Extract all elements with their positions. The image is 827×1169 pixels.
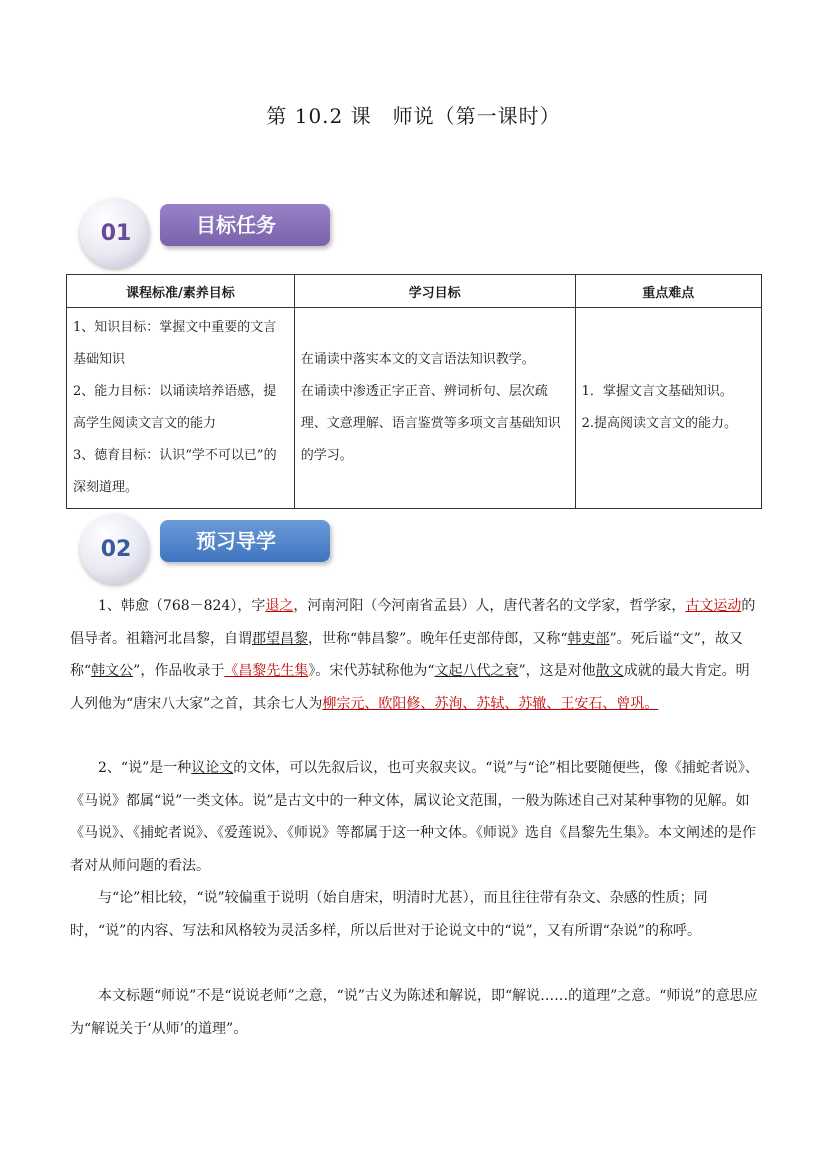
paragraph-title-meaning: 本文标题“师说”不是“说说老师”之意，“说”古义为陈述和解说，即“解说……的道理”之意。“师说”的意思应为“解说关于‘从师’的道理”。 <box>70 988 758 1037</box>
underline-text: 郡望昌黎 <box>252 630 308 647</box>
table-header: 重点难点 <box>575 275 761 308</box>
underline-text: 韩文公 <box>91 663 134 679</box>
table-header: 学习目标 <box>294 275 575 308</box>
highlight-red: 柳宗元、欧阳修、苏洵、苏轼、苏辙、王安石、曾巩。 <box>322 695 659 712</box>
keypoint-item: 1．掌握文言文基础知识。 <box>581 384 733 399</box>
text: 的文体，可以先叙后议，也可夹叙夹议。“说”与“论”相比要随便些，像《捕蛇者说》、《马说》都属“说”一类文体。说”是古文中的一种文体，属议论文范围，一般为陈述自己对某种事物的见解。如《马说》、《捕蛇者说》、《爱莲说》、《师说》等都属于这一种文体。《师说》选自《昌黎先生集》。本文阐述的是作者对从师问题的看法。 <box>70 760 759 874</box>
section-number: 02 <box>100 537 132 562</box>
text: 的倡导者。祖籍河北昌黎，自谓 <box>70 598 756 647</box>
text: 》。宋代苏轼称他为“ <box>308 663 435 679</box>
page-title: 第 10.2 课 师说（第一课时） <box>266 104 561 128</box>
underline-text: 散文 <box>595 663 624 679</box>
text: ”，作品收录于 <box>133 663 225 679</box>
highlight-red: 《昌黎先生集 <box>224 663 309 679</box>
keypoint-item: 2.提高阅读文言文的能力。 <box>581 416 737 431</box>
section-heading: 目标任务 <box>160 204 330 246</box>
highlight-red: 古文运动 <box>685 598 742 614</box>
standard-item: 3、德育目标：认识“学不可以已”的深刻道理。 <box>73 448 277 495</box>
underline-text: 文起八代之衰 <box>434 663 519 679</box>
standard-item: 1、知识目标：掌握文中重要的文言基础知识 <box>73 320 277 367</box>
objective-item: 在诵读中落实本文的文言语法知识教学。 <box>300 352 535 367</box>
highlight-red: 退之 <box>265 598 294 614</box>
text: ，世称“韩昌黎”。晚年任吏部侍郎，又称“ <box>308 630 568 647</box>
objectives-cell <box>294 308 575 509</box>
section-number: 01 <box>100 221 132 246</box>
paragraph-comparison: 与“论”相比较，“说”较偏重于说明（始自唐宋，明清时尤甚），而且往往带有杂文、杂感的性质；同时，“说”的内容、写法和风格较为灵活多样，所以后世对于论说文中的“说”，又有所谓“杂说”的称呼。 <box>70 890 708 939</box>
text: ”。死后谥“文”，故又称“ <box>70 630 743 679</box>
table-header-row <box>67 275 762 308</box>
paragraph-shuo-genre <box>70 752 760 882</box>
text: 1、韩愈（768－824），字 <box>98 598 266 614</box>
text: ”，这是对他 <box>518 663 596 679</box>
objective-item: 在诵读中渗透正字正音、辨词析句、层次疏理、文意理解、语言鉴赏等多项文言基础知识的学习。 <box>300 384 561 463</box>
paragraph-han-yu <box>70 590 760 720</box>
table-row <box>67 308 762 509</box>
underline-text: 议论文 <box>191 760 234 776</box>
keypoints-cell <box>575 308 761 509</box>
underline-text: 韩吏部 <box>567 630 610 647</box>
table-header: 课程标准/素养目标 <box>67 275 295 308</box>
standard-item: 2、能力目标：以诵读培养语感，提高学生阅读文言文的能力 <box>73 384 277 431</box>
text: 成就的最大肯定。明人列他为“唐宋八大家”之首，其余七人为 <box>70 663 750 712</box>
text: 2、“说”是一种 <box>98 760 192 776</box>
goals-table <box>66 274 762 509</box>
section-heading: 预习导学 <box>160 520 330 562</box>
text: ，河南河阳（今河南省孟县）人，唐代著名的文学家，哲学家， <box>293 598 686 614</box>
standards-cell <box>67 308 295 509</box>
